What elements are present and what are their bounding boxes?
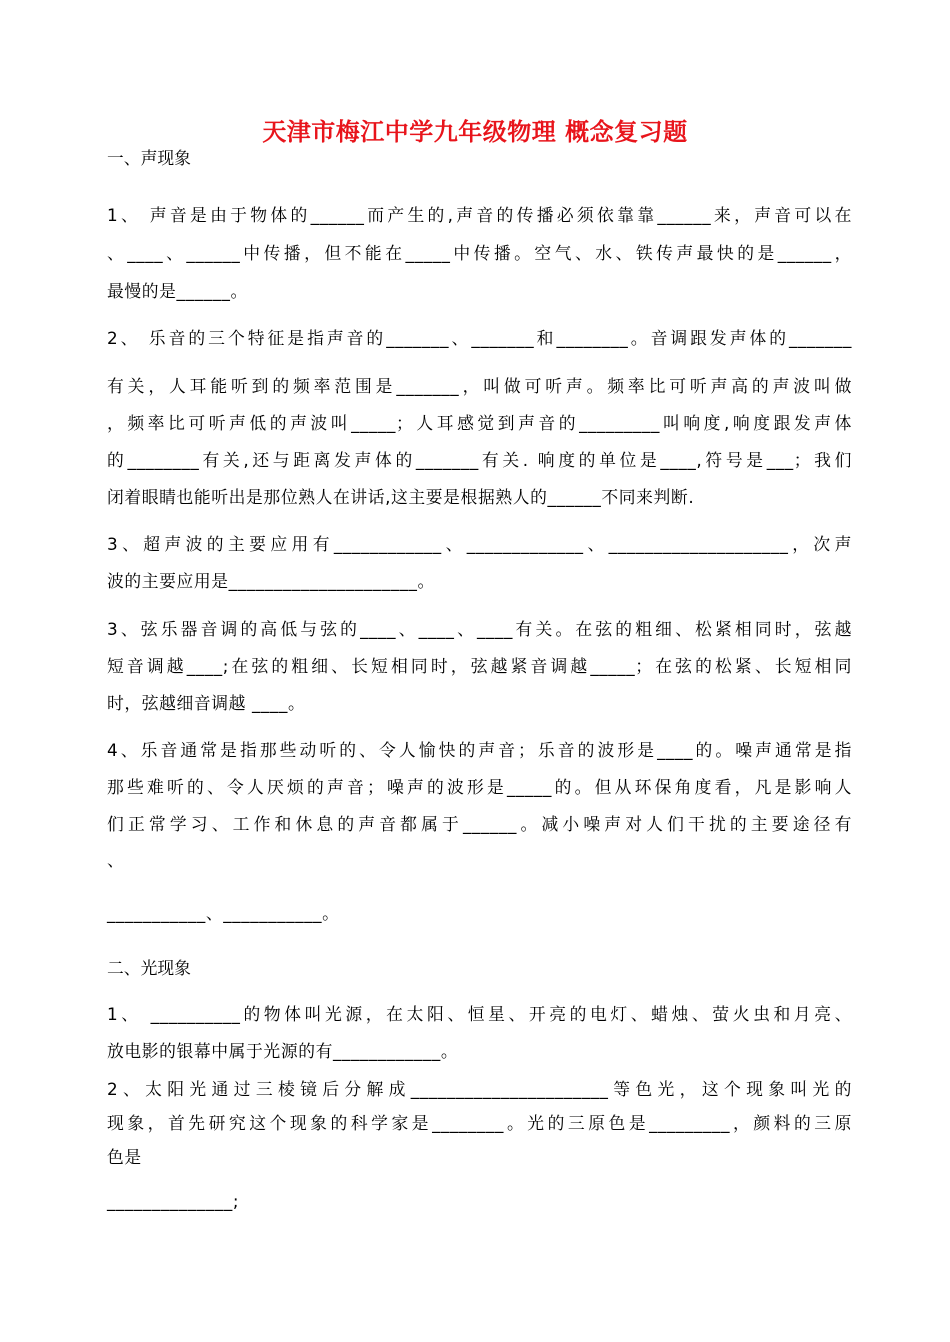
paragraph-line: 们正常学习、工作和休息的声音都属于______。减小噪声对人们干扰的主要途径有 [107, 814, 852, 834]
paragraph-line: 波的主要应用是_____________________。 [107, 571, 435, 591]
paragraph-line: 放电影的银幕中属于光源的有____________。 [107, 1041, 459, 1061]
paragraph-line: 的________有关,还与距离发声体的_______有关. 响度的单位是____,符号是___；我们 [107, 450, 852, 470]
paragraph-line: 色是 [107, 1147, 142, 1167]
paragraph-line: 3、弦乐器音调的高低与弦的____、____、____有关。在弦的粗细、松紧相同时，弦越 [107, 619, 852, 639]
paragraph-line: 4、乐音通常是指那些动听的、令人愉快的声音；乐音的波形是____的。噪声通常是指 [107, 740, 852, 760]
paragraph-line: 2、 乐音的三个特征是指声音的_______、_______和________。音调跟发声体的_______ [107, 328, 852, 348]
paragraph-line: 现象，首先研究这个现象的科学家是________。光的三原色是_________，颜料的三原 [107, 1113, 852, 1133]
paragraph-line: 3、超声波的主要应用有____________、_____________、____________________，次声 [107, 534, 852, 554]
paragraph-line: 有关，人耳能听到的频率范围是_______，叫做可听声。频率比可听声高的声波叫做 [107, 376, 852, 396]
paragraph-line: ______________; [107, 1191, 240, 1211]
paragraph-line: 1、 __________的物体叫光源，在太阳、恒星、开亮的电灯、蜡烛、萤火虫和月亮、 [107, 1004, 852, 1024]
section-heading-sound: 一、声现象 [107, 148, 191, 168]
section-heading-light: 二、光现象 [107, 958, 191, 978]
paragraph-line: 短音调越____;在弦的粗细、长短相同时，弦越紧音调越_____；在弦的松紧、长短相同 [107, 656, 852, 676]
paragraph-line: ，频率比可听声低的声波叫_____；人耳感觉到声音的_________叫响度,响度跟发声体 [107, 413, 852, 433]
paragraph-line: 2、太阳光通过三棱镜后分解成______________________等色光，这个现象叫光的 [107, 1079, 852, 1099]
document-title: 天津市梅江中学九年级物理 概念复习题 [262, 118, 688, 146]
paragraph-line: 时，弦越细音调越 ____。 [107, 693, 306, 713]
paragraph-line: 最慢的是______。 [107, 281, 248, 301]
paragraph-line: 、____、______中传播，但不能在_____中传播。空气、水、铁传声最快的是______， [107, 243, 852, 263]
paragraph-line: ___________、___________。 [107, 903, 340, 923]
paragraph-line: 1、 声音是由于物体的______而产生的,声音的传播必须依靠靠______来，声音可以在 [107, 205, 852, 225]
paragraph-line: 那些难听的、令人厌烦的声音；噪声的波形是_____的。但从环保角度看，凡是影响人 [107, 777, 852, 797]
paragraph-line: 、 [107, 850, 125, 870]
paragraph-line: 闭着眼睛也能听出是那位熟人在讲话,这主要是根据熟人的______不同来判断. [107, 487, 695, 507]
